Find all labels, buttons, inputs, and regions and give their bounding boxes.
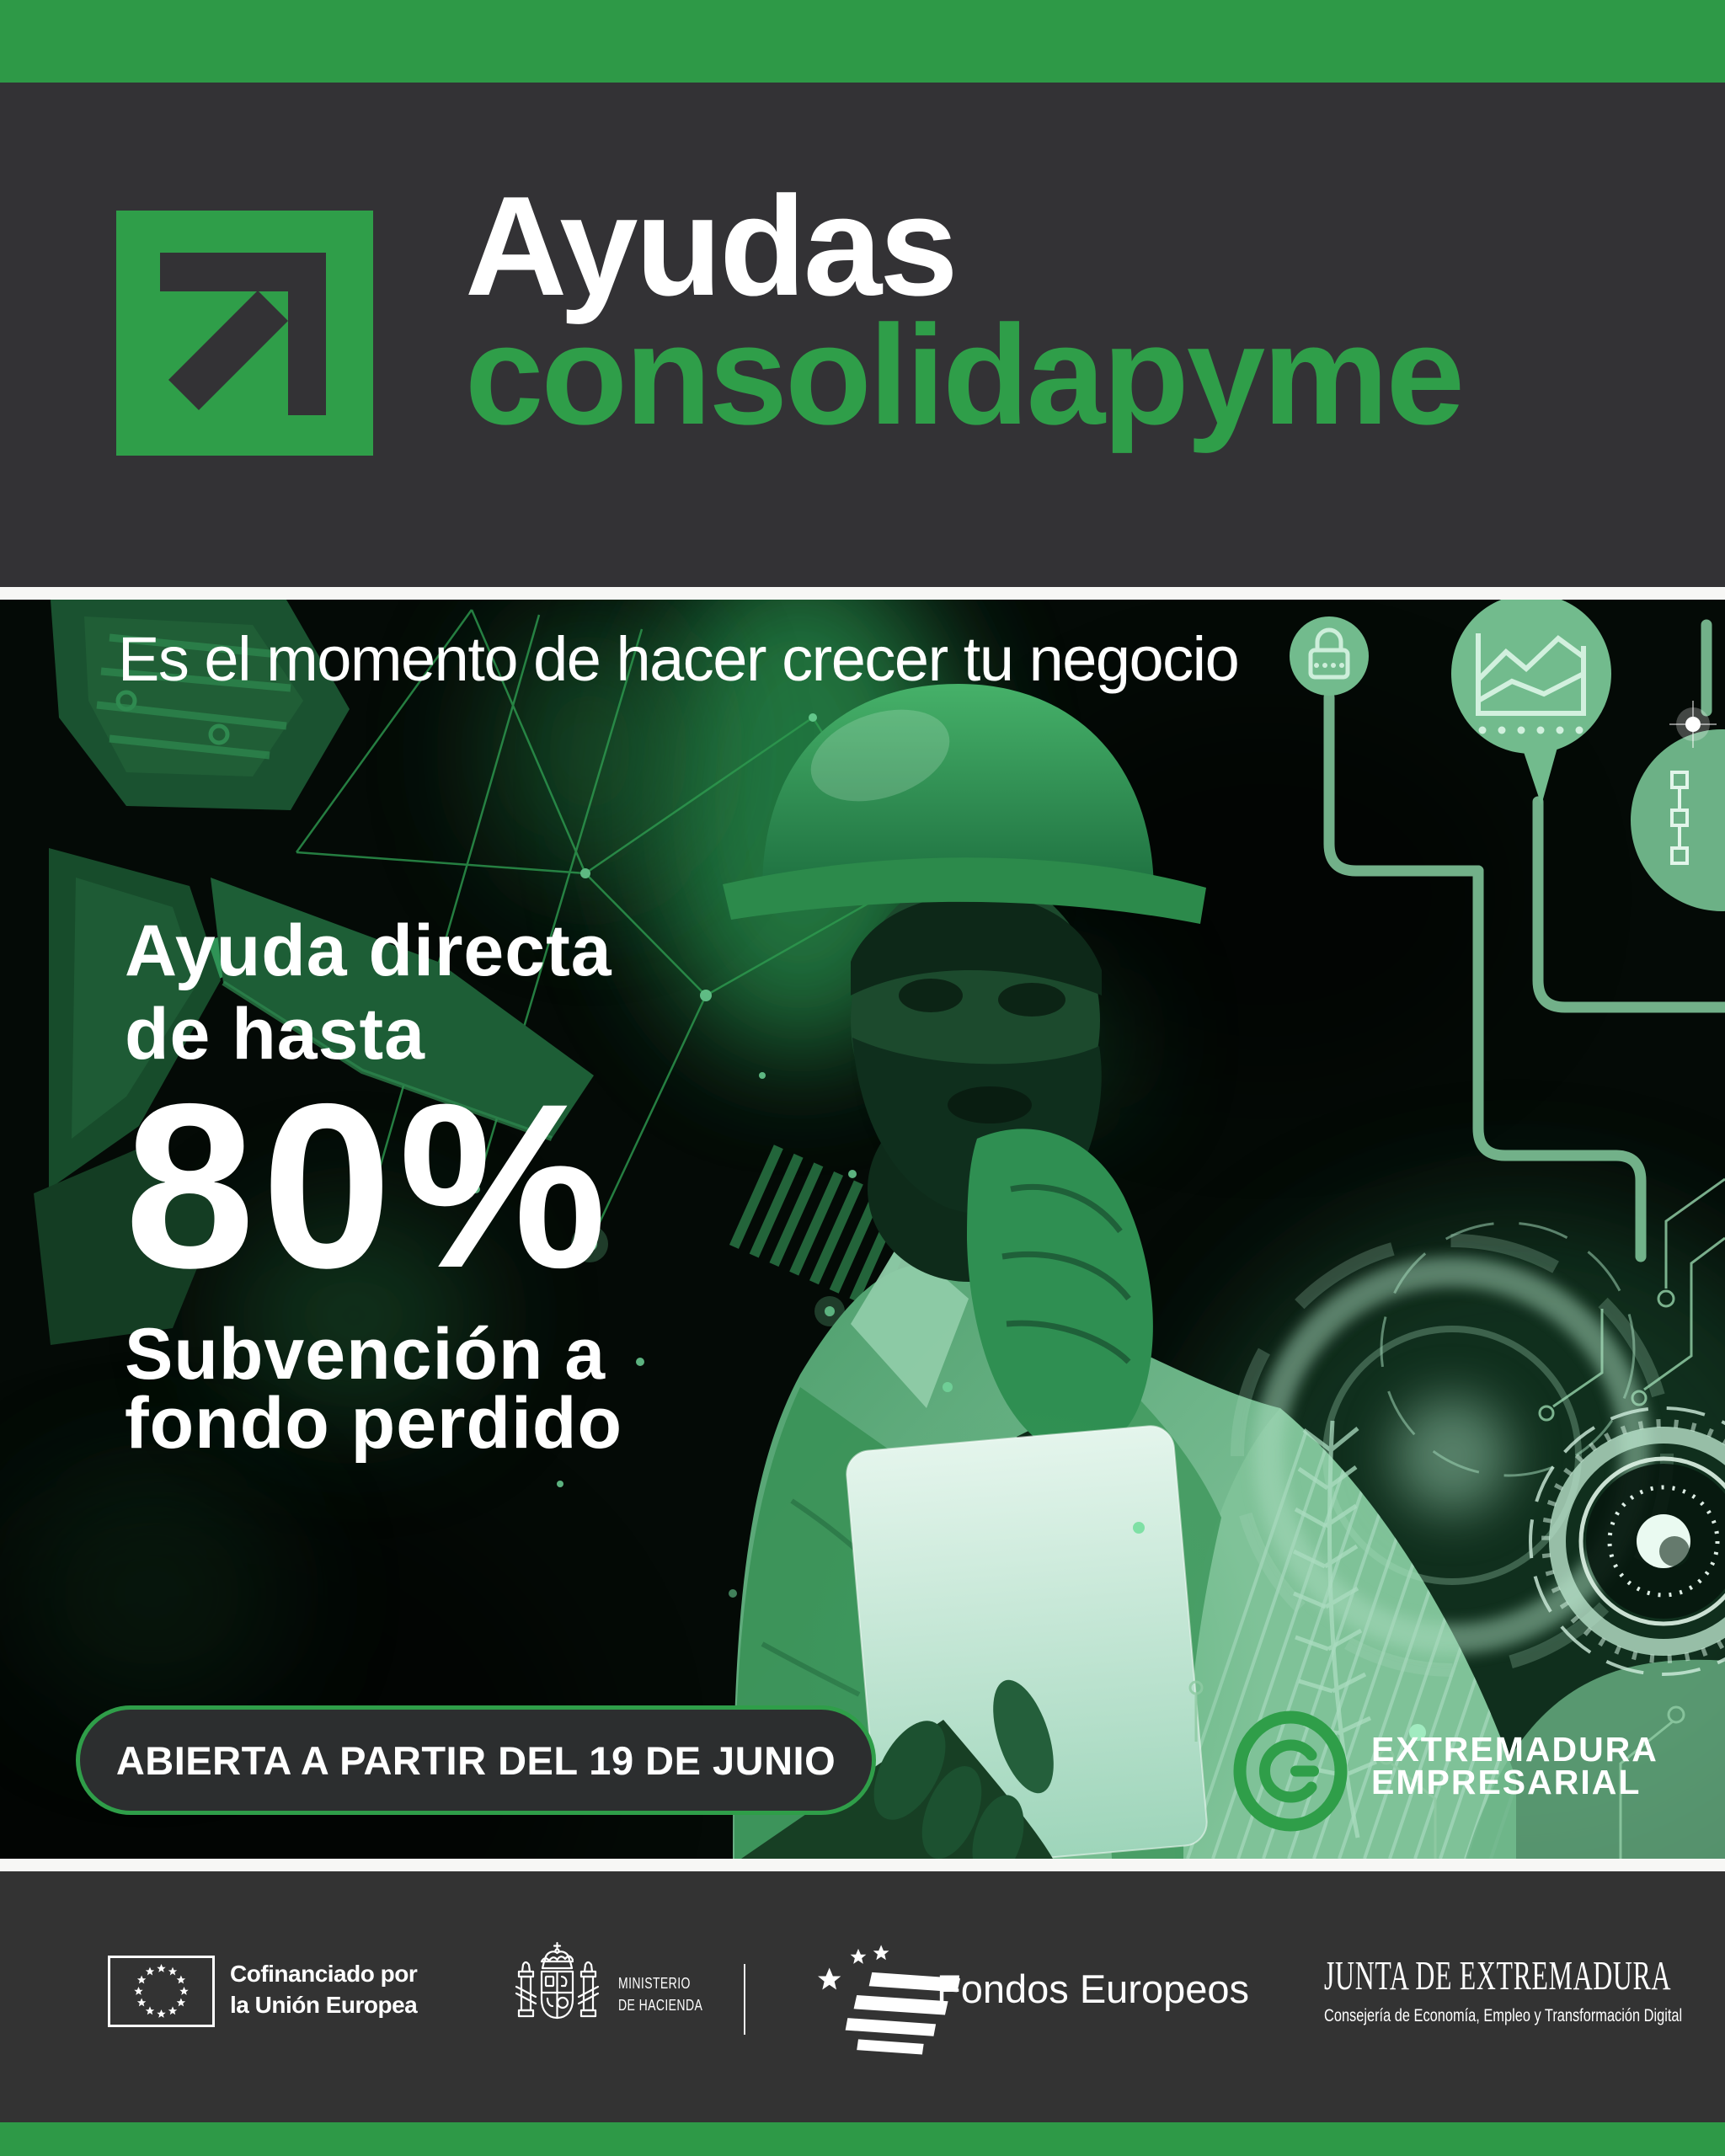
g-ring-icon xyxy=(1231,1710,1349,1833)
junta-name: JUNTA DE EXTREMADURA xyxy=(1324,1952,1672,1999)
offer-line-2: de hasta xyxy=(125,994,425,1075)
bottom-green-bar xyxy=(0,2122,1725,2156)
eu-flag-icon xyxy=(108,1956,215,2027)
spain-coat-of-arms-icon xyxy=(514,1940,601,2035)
ministry-line-2: DE HACIENDA xyxy=(618,1997,703,2014)
junta-department: Consejería de Economía, Empleo y Transformación Digital xyxy=(1324,2006,1683,2025)
poster-title xyxy=(465,167,1463,454)
eu-cofinance-logo xyxy=(108,1956,417,2027)
arrow-up-right-icon xyxy=(116,211,373,456)
footer xyxy=(0,1871,1725,2122)
offer-line-3: Subvención a xyxy=(125,1314,606,1395)
hero-tagline: Es el momento de hacer crecer tu negocio xyxy=(118,624,1239,694)
ministry-line-1: MINISTERIO xyxy=(618,1975,691,1992)
partner-line-2: EMPRESARIAL xyxy=(1371,1763,1642,1801)
chart-bubble xyxy=(1451,600,1611,754)
eu-funding-line-2: la Unión Europea xyxy=(230,1992,418,2018)
cta-pill[interactable] xyxy=(76,1705,876,1815)
partner-line-1: EXTREMADURA xyxy=(1371,1730,1658,1769)
cta-label: ABIERTA A PARTIR DEL 19 DE JUNIO xyxy=(115,1737,836,1783)
divider-strip-bottom xyxy=(0,1859,1725,1871)
header xyxy=(0,83,1725,587)
extremadura-empresarial-logo xyxy=(1231,1710,1658,1833)
eu-funds-label: Fondos Europeos xyxy=(937,1967,1250,2011)
top-green-bar xyxy=(0,0,1725,83)
offer-line-1: Ayuda directa xyxy=(125,910,612,991)
title-line-2: consolidapyme xyxy=(465,296,1463,454)
footer-divider xyxy=(744,1964,745,2035)
divider-strip-top xyxy=(0,587,1725,600)
offer-line-4: fondo perdido xyxy=(125,1383,622,1464)
offer-percent: 80% xyxy=(125,1054,614,1316)
hero xyxy=(0,600,1725,1859)
title-line-1: Ayudas xyxy=(465,167,956,325)
eu-funding-line-1: Cofinanciado por xyxy=(230,1961,418,1987)
